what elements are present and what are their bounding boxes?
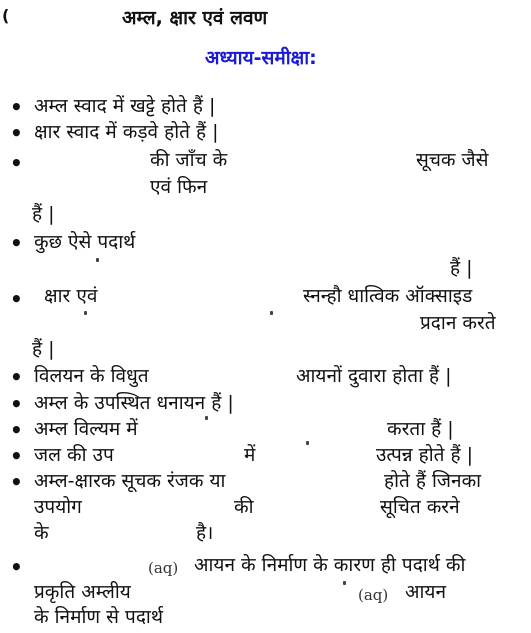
bullet-marker: •: [10, 392, 23, 416]
list-item-text: अम्ल स्वाद में खट्टे होते हैं |: [34, 95, 216, 117]
list-item-text: अम्ल-क्षारक सूचक रंजक या: [34, 470, 226, 492]
bullet-marker: •: [10, 95, 23, 119]
bullet-marker: •: [10, 121, 23, 145]
list-item-text: है।: [196, 522, 214, 544]
list-item-text: करता हैं |: [387, 418, 454, 440]
list-item-text: उपयोग: [34, 496, 82, 518]
bullet-marker: •: [10, 365, 23, 389]
scan-speck: [96, 258, 99, 262]
chapter-title: अम्ल, क्षार एवं लवण: [122, 7, 268, 29]
chemical-symbol-aq: (aq): [358, 586, 389, 604]
scan-speck: [343, 581, 346, 585]
section-heading: अध्याय-समीक्षा:: [205, 47, 317, 69]
list-item-text: आयन: [405, 581, 446, 603]
bullet-marker: •: [10, 470, 23, 494]
bullet-marker: •: [10, 444, 23, 468]
list-item-text: क्षार स्वाद में कड़वे होते हैं |: [34, 121, 219, 143]
list-item-text: स्नन्हौ धात्विक ऑक्साइड: [303, 285, 473, 307]
scan-speck: [84, 311, 87, 315]
bullet-marker: •: [10, 555, 23, 579]
list-item-text: अम्ल विल्यम में: [34, 418, 138, 440]
list-item-text: प्रकृति अम्लीय: [34, 581, 131, 603]
list-item-text: जल की उप: [34, 444, 114, 466]
bullet-marker: •: [10, 287, 23, 311]
list-item-text: कुछ ऐसे पदार्थ: [34, 231, 136, 253]
list-item-text: में: [244, 444, 256, 466]
list-item-text: आयनों दुवारा होता हैं |: [296, 365, 452, 387]
list-item-text: के: [34, 522, 49, 544]
scan-speck: [270, 311, 273, 315]
chapter-number-mark: (: [2, 6, 10, 25]
chemical-symbol-aq: (aq): [148, 559, 179, 577]
scan-speck: [205, 416, 208, 420]
list-item-text: प्रदान करते: [420, 312, 496, 334]
bullet-marker: •: [10, 231, 23, 255]
list-item-text: उत्पन्न होते हैं |: [376, 444, 474, 466]
list-item-text: हैं |: [32, 338, 55, 360]
list-item-text: की: [234, 496, 254, 518]
list-item-text: क्षार एवं: [44, 285, 98, 307]
list-item-text: हैं |: [450, 257, 473, 279]
bullet-marker: •: [10, 418, 23, 442]
list-item-text: सूचक जैसे: [416, 149, 489, 171]
list-item-text: सूचित करने: [380, 496, 460, 518]
list-item-text: विलयन के विधुत: [34, 365, 149, 387]
list-item-text: एवं फिन: [150, 176, 208, 198]
bullet-marker: •: [10, 151, 23, 175]
list-item-text: की जाँच के: [150, 149, 228, 171]
list-item-text: के निर्माण से पदार्थ: [34, 606, 163, 628]
list-item-text: होते हैं जिनका: [384, 470, 482, 492]
list-item-text: हैं |: [32, 203, 55, 225]
list-item-text: आयन के निर्माण के कारण ही पदार्थ की: [194, 554, 466, 576]
scan-speck: [306, 441, 309, 445]
list-item-text: अम्ल के उपस्थित धनायन हैं |: [34, 392, 234, 414]
